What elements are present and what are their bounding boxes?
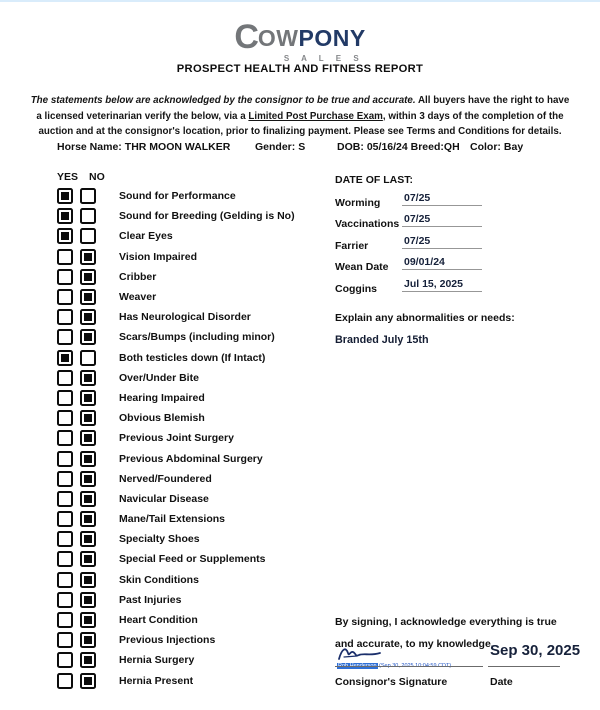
no-checkbox[interactable] xyxy=(80,531,96,547)
date-field-value[interactable]: Jul 15, 2025 xyxy=(402,278,482,292)
no-checkbox[interactable] xyxy=(80,309,96,325)
yes-checkbox[interactable] xyxy=(57,289,73,305)
no-column-header: NO xyxy=(89,171,105,183)
dob-label: DOB: xyxy=(337,141,364,153)
report-title: PROSPECT HEALTH AND FITNESS REPORT xyxy=(176,63,424,75)
checklist-item-label: Hernia Surgery xyxy=(119,654,195,667)
gender-value[interactable]: S xyxy=(298,141,306,153)
checklist-item-label: Previous Joint Surgery xyxy=(119,432,234,445)
no-checkbox[interactable] xyxy=(80,673,96,689)
checklist-item-label: Mane/Tail Extensions xyxy=(119,513,225,526)
breed-label: Breed: xyxy=(410,141,444,153)
checklist-row xyxy=(57,327,357,347)
signing-date-value[interactable]: Sep 30, 2025 xyxy=(490,642,581,659)
yes-checkbox[interactable] xyxy=(57,592,73,608)
checklist-row xyxy=(57,226,357,246)
yes-checkbox[interactable] xyxy=(57,491,73,507)
yes-checkbox[interactable] xyxy=(57,471,73,487)
checklist-row xyxy=(57,428,357,448)
checklist-row xyxy=(57,671,357,691)
no-checkbox[interactable] xyxy=(80,350,96,366)
yes-checkbox[interactable] xyxy=(57,329,73,345)
checklist-row xyxy=(57,529,357,549)
logo-letter-c: C xyxy=(234,18,258,56)
date-field-row xyxy=(335,189,485,211)
logo-ow: OW xyxy=(257,25,299,51)
no-checkbox[interactable] xyxy=(80,551,96,567)
yes-checkbox[interactable] xyxy=(57,551,73,567)
checklist-item-label: Sound for Performance xyxy=(119,190,236,203)
checklist-row xyxy=(57,287,357,307)
checklist-item-label: Past Injuries xyxy=(119,593,182,606)
no-checkbox[interactable] xyxy=(80,511,96,527)
checklist-row xyxy=(57,267,357,287)
dob-breed-field xyxy=(337,141,460,153)
no-checkbox[interactable] xyxy=(80,289,96,305)
yes-no-header xyxy=(57,171,105,183)
checklist-row xyxy=(57,186,357,206)
date-field-row xyxy=(335,211,485,233)
checklist-item-label: Heart Condition xyxy=(119,614,198,627)
no-checkbox[interactable] xyxy=(80,592,96,608)
color-field xyxy=(470,141,523,153)
no-checkbox[interactable] xyxy=(80,228,96,244)
checklist-item-label: Has Neurological Disorder xyxy=(119,311,251,324)
checklist-item-label: Hearing Impaired xyxy=(119,391,205,404)
yes-checkbox[interactable] xyxy=(57,451,73,467)
checklist-row xyxy=(57,549,357,569)
checklist-item-label: Clear Eyes xyxy=(119,230,173,243)
no-checkbox[interactable] xyxy=(80,612,96,628)
signature-line[interactable] xyxy=(335,666,483,667)
abnormalities-label: Explain any abnormalities or needs: xyxy=(335,312,515,324)
no-checkbox[interactable] xyxy=(80,430,96,446)
checklist-row xyxy=(57,469,357,489)
date-of-last-section xyxy=(335,174,485,297)
yes-checkbox[interactable] xyxy=(57,652,73,668)
date-of-last-header: DATE OF LAST: xyxy=(335,174,413,186)
yes-checkbox[interactable] xyxy=(57,390,73,406)
checklist-row xyxy=(57,448,357,468)
checklist-item-label: Vision Impaired xyxy=(119,250,197,263)
checklist-row xyxy=(57,408,357,428)
no-checkbox[interactable] xyxy=(80,249,96,265)
checklist-row xyxy=(57,388,357,408)
checklist-item-label: Obvious Blemish xyxy=(119,412,205,425)
yes-checkbox[interactable] xyxy=(57,511,73,527)
date-field-row xyxy=(335,254,485,276)
date-field-row xyxy=(335,275,485,297)
checklist-item-label: Scars/Bumps (including minor) xyxy=(119,331,275,344)
consignor-signature-label: Consignor's Signature xyxy=(335,676,448,688)
page-top-edge xyxy=(0,0,600,2)
date-field-row xyxy=(335,232,485,254)
no-checkbox[interactable] xyxy=(80,269,96,285)
acknowledgement-line-2: and accurate, to my knowledge. xyxy=(335,638,494,650)
horse-info-row xyxy=(0,141,600,157)
checklist-item-label: Previous Abdominal Surgery xyxy=(119,452,263,465)
horse-name-label: Horse Name: xyxy=(57,141,122,153)
stamp-timestamp: (Sep 30, 2025 10:04:59 CDT) xyxy=(377,663,452,669)
yes-checkbox[interactable] xyxy=(57,632,73,648)
yes-checkbox[interactable] xyxy=(57,531,73,547)
color-label: Color: xyxy=(470,141,501,153)
yes-checkbox[interactable] xyxy=(57,228,73,244)
date-field-label: Worming xyxy=(335,196,381,209)
checklist-row xyxy=(57,368,357,388)
no-checkbox[interactable] xyxy=(80,370,96,386)
date-field-value[interactable]: 07/25 xyxy=(402,192,482,206)
horse-name-value[interactable]: THR MOON WALKER xyxy=(124,141,231,153)
esignature-stamp xyxy=(337,658,451,670)
checklist-item-label: Skin Conditions xyxy=(119,573,199,586)
no-checkbox[interactable] xyxy=(80,208,96,224)
checklist-item-label: Hernia Present xyxy=(119,674,194,687)
date-field-label: Vaccinations xyxy=(335,218,400,231)
gender-label: Gender: xyxy=(255,141,296,153)
cowpony-logo xyxy=(0,20,600,65)
gender-field xyxy=(255,141,305,153)
checklist-item-label: Special Feed or Supplements xyxy=(119,553,266,566)
checklist-item-label: Over/Under Bite xyxy=(119,371,199,384)
disclaimer-rest: , within 3 days of the completion of the auction and at the consignor's location, prior to finalizing payment. Please see Terms and Conditions for details. xyxy=(38,110,564,138)
no-checkbox[interactable] xyxy=(80,451,96,467)
yes-checkbox[interactable] xyxy=(57,188,73,204)
yes-checkbox[interactable] xyxy=(57,410,73,426)
checklist-item-label: Previous Injections xyxy=(119,634,216,647)
disclaimer-paragraph xyxy=(28,93,572,140)
logo-pony: PONY xyxy=(298,25,366,51)
yes-checkbox[interactable] xyxy=(57,208,73,224)
checklist-item-label: Weaver xyxy=(119,291,157,304)
disclaimer-exam-link: Limited Post Purchase Exam xyxy=(248,110,383,122)
checklist-row xyxy=(57,348,357,368)
date-field-label: Farrier xyxy=(335,239,369,252)
date-line[interactable] xyxy=(488,666,560,667)
disclaimer-italic: The statements below are acknowledged by the consignor to be true and accurate. xyxy=(30,95,416,106)
checklist-item-label: Specialty Shoes xyxy=(119,533,200,546)
date-field-label: Wean Date xyxy=(335,261,389,274)
no-checkbox[interactable] xyxy=(80,329,96,345)
checklist-row xyxy=(57,307,357,327)
stamp-signer-name: Rob Henderson xyxy=(338,663,377,669)
health-checklist xyxy=(57,186,357,691)
yes-checkbox[interactable] xyxy=(57,249,73,265)
breed-value[interactable]: QH xyxy=(443,141,460,153)
disclaimer-middle: All buyers have the right to have a licensed veterinarian verify the below, via a xyxy=(36,95,570,122)
no-checkbox[interactable] xyxy=(80,390,96,406)
cowpony-wordmark xyxy=(234,20,365,63)
checklist-row xyxy=(57,610,357,630)
checklist-item-label: Both testicles down (If Intact) xyxy=(119,351,266,364)
yes-checkbox[interactable] xyxy=(57,309,73,325)
checklist-item-label: Cribber xyxy=(119,270,157,283)
yes-checkbox[interactable] xyxy=(57,370,73,386)
acknowledgement-line-1: By signing, I acknowledge everything is true xyxy=(335,616,557,628)
date-field-label: Coggins xyxy=(335,282,377,295)
no-checkbox[interactable] xyxy=(80,572,96,588)
checklist-row xyxy=(57,206,357,226)
logo-sales: S A L E S xyxy=(283,54,364,63)
horse-name-field xyxy=(57,141,230,153)
yes-checkbox[interactable] xyxy=(57,572,73,588)
checklist-row xyxy=(57,590,357,610)
color-value[interactable]: Bay xyxy=(503,141,524,153)
abnormalities-section xyxy=(335,312,585,346)
date-of-last-fields xyxy=(335,189,485,297)
yes-checkbox[interactable] xyxy=(57,350,73,366)
date-field-value[interactable]: 09/01/24 xyxy=(402,256,482,270)
no-checkbox[interactable] xyxy=(80,410,96,426)
checklist-row xyxy=(57,650,357,670)
checklist-row xyxy=(57,570,357,590)
yes-checkbox[interactable] xyxy=(57,430,73,446)
checklist-row xyxy=(57,630,357,650)
date-label: Date xyxy=(490,676,513,688)
yes-checkbox[interactable] xyxy=(57,673,73,689)
yes-column-header: YES xyxy=(57,171,79,183)
no-checkbox[interactable] xyxy=(80,632,96,648)
checklist-item-label: Nerved/Foundered xyxy=(119,472,212,485)
abnormalities-value[interactable]: Branded July 15th xyxy=(335,334,429,346)
no-checkbox[interactable] xyxy=(80,188,96,204)
no-checkbox[interactable] xyxy=(80,471,96,487)
checklist-item-label: Sound for Breeding (Gelding is No) xyxy=(119,210,295,223)
date-field-value[interactable]: 07/25 xyxy=(402,213,482,227)
date-field-value[interactable]: 07/25 xyxy=(402,235,482,249)
dob-value[interactable]: 05/16/24 xyxy=(366,141,408,153)
no-checkbox[interactable] xyxy=(80,652,96,668)
no-checkbox[interactable] xyxy=(80,491,96,507)
yes-checkbox[interactable] xyxy=(57,612,73,628)
checklist-row xyxy=(57,247,357,267)
checklist-row xyxy=(57,509,357,529)
checklist-row xyxy=(57,489,357,509)
checklist-item-label: Navicular Disease xyxy=(119,492,209,505)
yes-checkbox[interactable] xyxy=(57,269,73,285)
